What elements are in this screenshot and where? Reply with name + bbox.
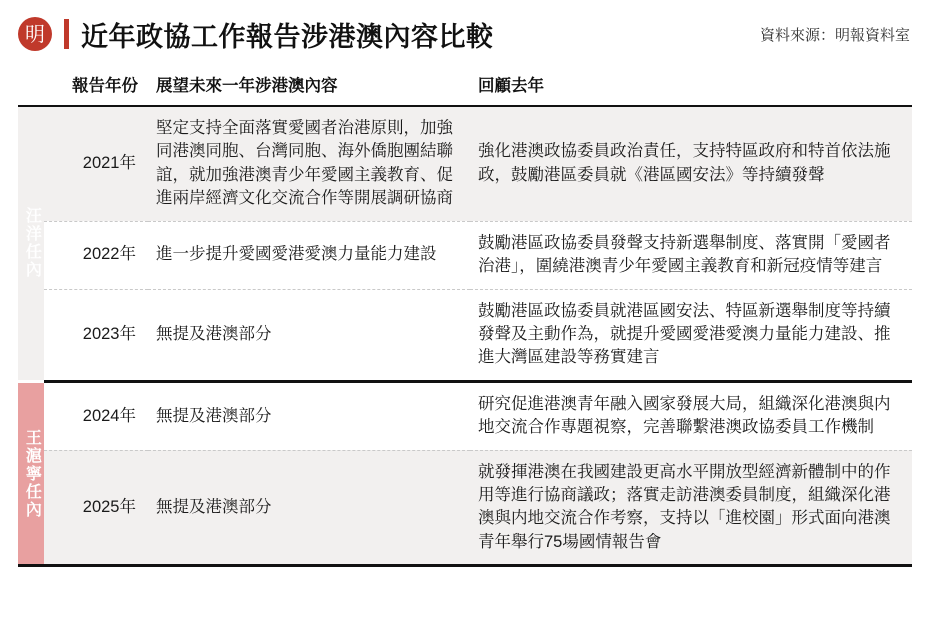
cell-backward: 就發揮港澳在我國建設更高水平開放型經濟新體制中的作用等進行協商議政；落實走訪港澳委員制度，組織深化港澳與内地交流合作考察，支持以「進校園」形式面向港澳青年舉行75場國情報告會 [470,450,912,564]
title-accent-bar [64,19,69,49]
mingpao-logo-icon: 明 [18,17,52,51]
column-header-backward: 回顧去年 [470,66,912,106]
cell-forward: 無提及港澳部分 [148,450,470,564]
table-row [18,450,912,564]
cell-forward: 無提及港澳部分 [148,383,470,450]
comparison-table-wrap [18,66,912,567]
group-label-text: 王滬寧任內 [23,428,41,519]
cell-backward: 鼓勵港區政協委員發聲支持新選舉制度、落實開「愛國者治港」，圍繞港澳青少年愛國主義教育和新冠疫情等建言 [470,221,912,289]
cell-year: 2024年 [44,383,148,450]
cell-year: 2022年 [44,221,148,289]
column-header-year: 報告年份 [44,66,148,106]
cell-backward: 強化港澳政協委員政治責任，支持特區政府和特首依法施政，鼓勵港區委員就《港區國安法》等持續發聲 [470,106,912,221]
cell-forward: 堅定支持全面落實愛國者治港原則，加強同港澳同胞、台灣同胞、海外僑胞團結聯誼，就加強港澳青少年愛國主義教育、促進兩岸經濟文化交流合作等開展調研協商 [148,106,470,221]
group-label-text: 汪洋任內 [23,207,41,280]
cell-year: 2023年 [82,324,136,343]
column-header-side [18,66,44,106]
group-label-wangyang [18,106,44,380]
header [18,0,912,62]
table-row [18,383,912,450]
table-body [18,106,912,564]
cell-backward: 鼓勵港區政協委員就港區國安法、特區新選舉制度等持續發聲及主動作為，就提升愛國愛港愛澳力量能力建設、推進大灣區建設等務實建言 [478,301,891,367]
cell-backward: 研究促進港澳青年融入國家發展大局，組織深化港澳與内地交流合作專題視察，完善聯繫港澳政協委員工作機制 [470,383,912,450]
cell-year: 2021年 [44,106,148,221]
comparison-table [18,66,912,564]
page-title: 近年政協工作報告涉港澳內容比較 [81,21,494,52]
table-head [18,66,912,106]
table-bottom-rule [18,564,912,567]
table-row [18,289,912,380]
group-label-wanghuning [18,383,44,565]
source-credit: 資料來源：明報資料室 [759,26,910,44]
column-header-forward: 展望未來一年涉港澳內容 [148,66,470,106]
table-row [18,221,912,289]
cell-forward: 進一步提升愛國愛港愛澳力量能力建設 [148,221,470,289]
table-row [18,106,912,221]
table-header-row [18,66,912,106]
cell-year: 2025年 [44,450,148,564]
cell-forward: 無提及港澳部分 [156,324,272,343]
